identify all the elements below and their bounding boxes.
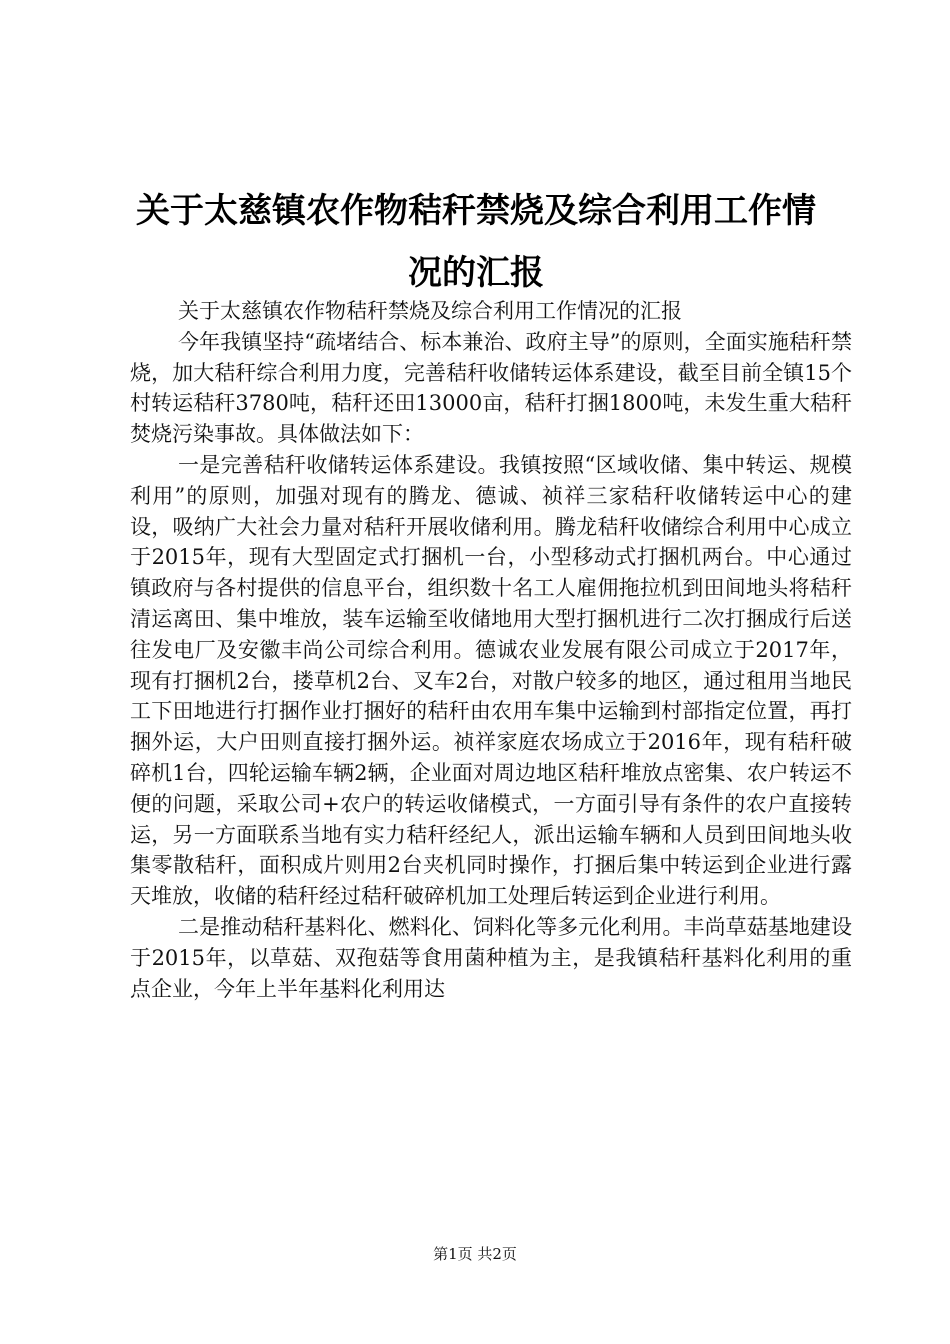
paragraph-storage-transport: 一是完善秸秆收储转运体系建设。我镇按照“区域收储、集中转运、规模利用”的原则，加强对现有的腾龙、德诚、祯祥三家秸秆收储转运中心的建设，吸纳广大社会力量对秸秆开展收储利用。腾龙秸秆收储综合利用中心成立于2015年，现有大型固定式打捆机一台，小型移动式打捆机两台。中心通过镇政府与各村提供的信息平台，组织数十名工人雇佣拖拉机到田间地头将秸秆清运离田、集中堆放，装车运输至收储地用大型打捆机进行二次打捆成行后送往发电厂及安徽丰尚公司综合利用。德诚农业发展有限公司成立于2017年，现有打捆机2台，搂草机2台、叉车2台，对散户较多的地区，通过租用当地民工下田地进行打捆作业打捆好的秸秆由农用车集中运输到村部指定位置，再打捆外运，大户田则直接打捆外运。祯祥家庭农场成立于2016年，现有秸秆破碎机1台，四轮运输车辆2辆，企业面对周边地区秸秆堆放点密集、农户转运不便的问题，采取公司+农户的转运收储模式，一方面引导有条件的农户直接转运，另一方面联系当地有实力秸秆经纪人，派出运输车辆和人员到田间地头收集零散秸秆，面积成片则用2台夹机同时操作，打捆后集中转运到企业进行露天堆放，收储的秸秆经过秸秆破碎机加工处理后转运到企业进行利用。 — [130, 452, 852, 909]
document-title: 关于太慈镇农作物秸秆禁烧及综合利用工作情况的汇报 — [136, 191, 816, 293]
document-subtitle: 关于太慈镇农作物秸秆禁烧及综合利用工作情况的汇报 — [178, 299, 682, 323]
page-footer: 第1页 共2页 — [433, 1245, 517, 1263]
document-body — [130, 296, 852, 1004]
paragraph-diversified-use: 二是推动秸秆基料化、燃料化、饲料化等多元化利用。丰尚草菇基地建设于2015年，以草菇、双孢菇等食用菌种植为主，是我镇秸秆基料化利用的重点企业，今年上半年基料化利用达 — [130, 914, 852, 1001]
paragraph-intro: 今年我镇坚持“疏堵结合、标本兼治、政府主导”的原则，全面实施秸秆禁烧，加大秸秆综合利用力度，完善秸秆收储转运体系建设，截至目前全镇15个村转运秸秆3780吨，秸秆还田13000亩，秸秆打捆1800吨，未发生重大秸秆焚烧污染事故。具体做法如下： — [130, 329, 852, 447]
